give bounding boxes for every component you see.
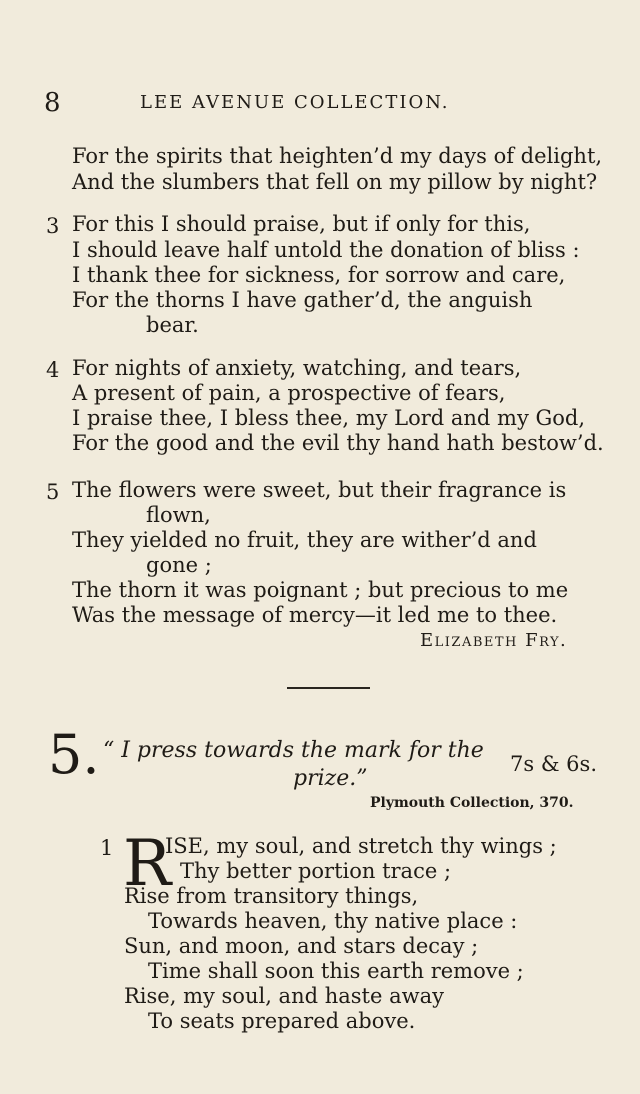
page-header	[44, 88, 600, 118]
verse-line: I thank thee for sickness, for sorrow and care,	[72, 263, 566, 287]
verse-line: Sun, and moon, and stars decay ;	[124, 934, 479, 958]
verse-number: 5	[46, 480, 60, 504]
hymn-source: Plymouth Collection, 370.	[370, 795, 574, 811]
verse-line: The flowers were sweet, but their fragrance is	[72, 478, 567, 502]
verse-line: I praise thee, I bless thee, my Lord and my God,	[72, 406, 586, 430]
verse-number: 4	[46, 358, 60, 382]
verse-line: And the slumbers that fell on my pillow by night?	[72, 170, 598, 194]
verse-line: They yielded no fruit, they are wither’d and	[72, 528, 537, 552]
verse-line: Thy better portion trace ;	[180, 859, 452, 883]
author-attribution: Elizabeth Fry.	[420, 630, 568, 651]
verse-number: 1	[100, 836, 114, 860]
drop-cap: R	[123, 827, 172, 901]
verse-line: flown,	[146, 503, 211, 527]
verse-line: For the thorns I have gather’d, the anguish	[72, 288, 533, 312]
verse-line: To seats prepared above.	[148, 1009, 416, 1033]
verse-line: For the spirits that heighten’d my days of delight,	[72, 144, 603, 168]
verse-line: Towards heaven, thy native place :	[148, 909, 518, 933]
verse-line: For nights of anxiety, watching, and tears,	[72, 356, 522, 380]
page-number: 8	[44, 88, 61, 118]
verse-line: I should leave half untold the donation of bliss :	[72, 238, 580, 262]
verse-line: For the good and the evil thy hand hath bestow’d.	[72, 431, 604, 455]
hymn-title: “ I press towards the mark for the	[103, 738, 484, 763]
verse-line: Was the message of mercy—it led me to thee.	[72, 603, 558, 627]
verse-line: ISE, my soul, and stretch thy wings ;	[165, 834, 557, 858]
verse-line: Time shall soon this earth remove ;	[148, 959, 524, 983]
verse-line: bear.	[146, 313, 199, 337]
verse-line: gone ;	[146, 553, 212, 577]
verse-line: A present of pain, a prospective of fears,	[72, 381, 506, 405]
verse-line: The thorn it was poignant ; but precious to me	[72, 578, 569, 602]
verse-line: For this I should praise, but if only for this,	[72, 212, 531, 236]
section-divider	[287, 687, 370, 689]
verse-line: Rise from transitory things,	[124, 884, 419, 908]
verse-line: Rise, my soul, and haste away	[124, 984, 444, 1008]
hymn-number: 5.	[48, 723, 100, 786]
running-head: LEE AVENUE COLLECTION.	[140, 92, 450, 113]
verse-number: 3	[46, 214, 60, 238]
hymn-title-continued: prize.”	[293, 766, 368, 791]
hymn-meter: 7s & 6s.	[510, 752, 597, 776]
